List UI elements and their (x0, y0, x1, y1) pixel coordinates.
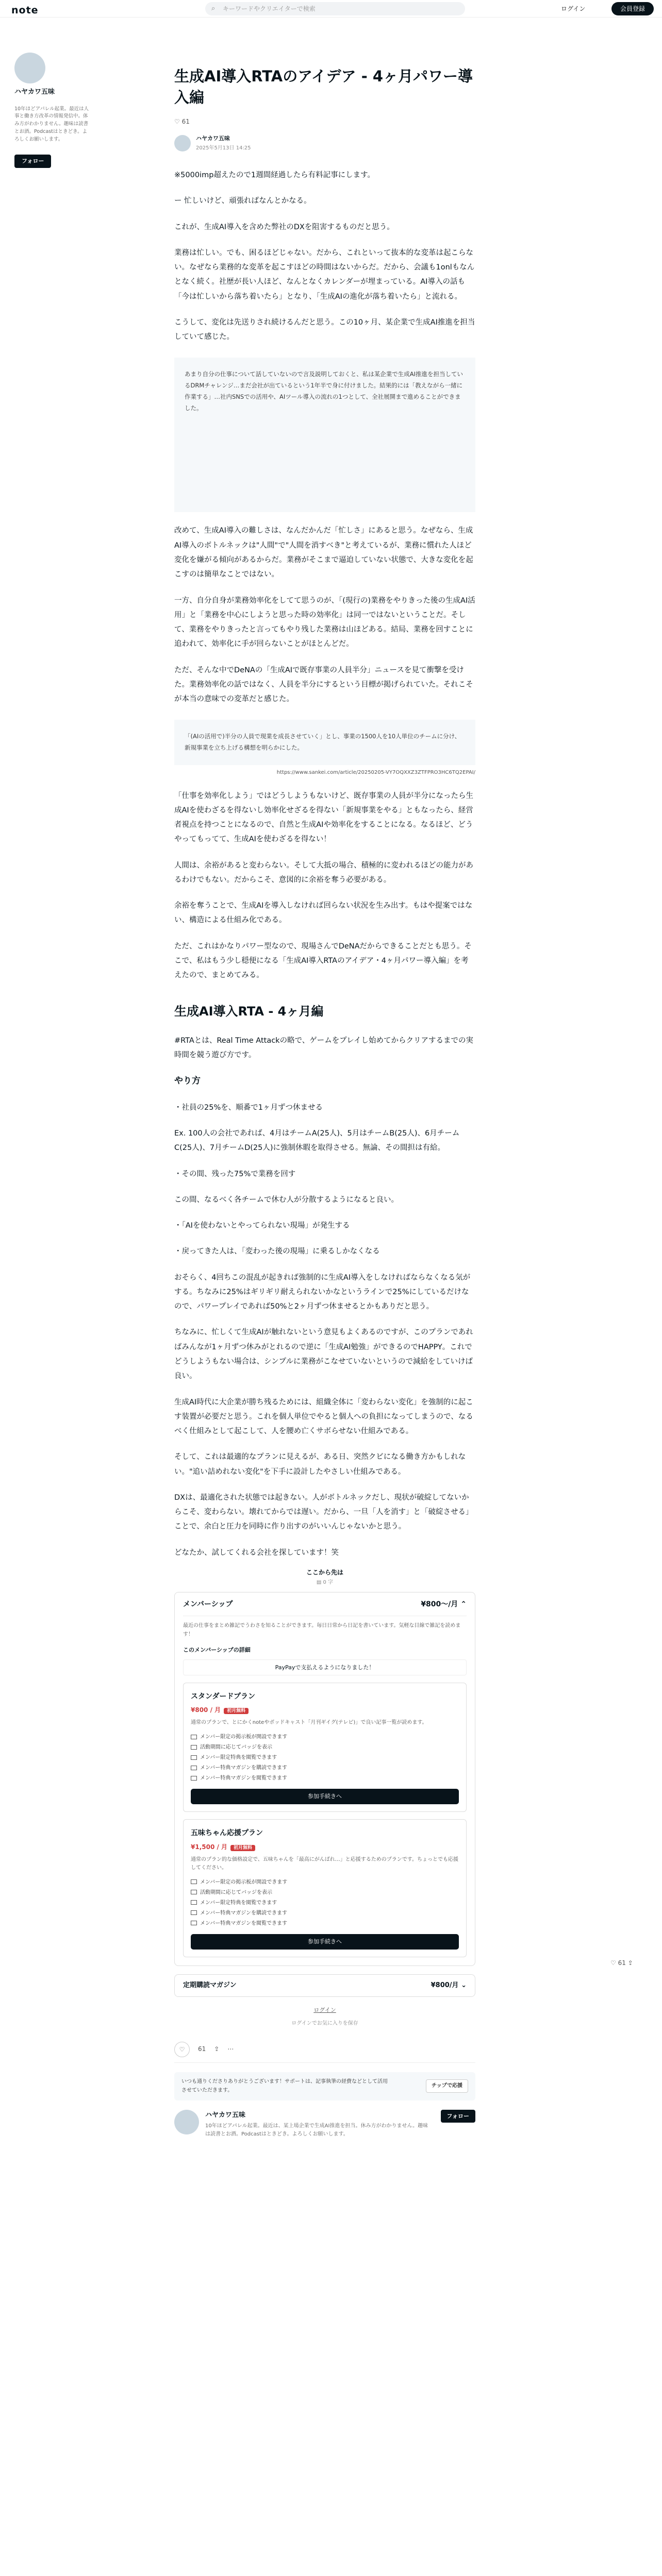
chevron-down-icon: ⌄ (461, 1981, 467, 1989)
paragraph: 生成AI時代に大企業が勝ち残るためには、組織全体に「変わらない変化」を強制的に起こす装置が必要だと思う。これを個人単位でやると個人への負担になってしまうので、なるべく仕組みとして起こして、人を腰め亡くサボらせない仕組みである。 (174, 1398, 473, 1436)
author-name[interactable]: ハヤカワ五味 (14, 88, 55, 96)
author-name[interactable]: ハヤカワ五味 (196, 135, 230, 142)
paragraph: ・社員の25%を、順番で1ヶ月ずつ休ませる (174, 1103, 323, 1112)
paragraph: この間、なるべく各チームで休む人が分散するようになると良い。 (174, 1195, 399, 1204)
list-item: メンバー特典マガジンを閲覧できます (191, 1919, 459, 1929)
paragraph: これが、生成AI導入を含めた弊社のDXを阻害するものだと思う。 (174, 223, 394, 231)
post-date: 2025年5月13日 14:25 (196, 145, 251, 151)
membership-description: 最近の仕事をまとめ雑記でうわさを知ることができます。毎日日常から日記を書いています。気軽な目線で雑記を読めます！ (183, 1623, 461, 1638)
like-count[interactable]: ♡ 61 (174, 118, 190, 126)
paragraph: Ex. 100人の会社であれば、4月はチームA(25人)、5月はチームB(25人)、6月チームC(25人)、7月チームD(25人)に強制休暇を取得させる。無論、その間担は有給。 (174, 1129, 460, 1153)
creator-name[interactable]: ハヤカワ五味 (205, 2111, 246, 2119)
login-link[interactable]: ログイン (561, 5, 586, 12)
blockquote: 「(AIの活用で)半分の人員で現業を成長させていく」とし、事業の1500人を10人単位のチームに分け、新規事業を立ち上げる構想を明らかにした。 (174, 720, 475, 765)
join-button[interactable]: 参加手続きへ (191, 1934, 459, 1950)
paragraph: ただ、そんな中でDeNAの「生成AIで既存事業の人員半分」ニュースを見て衝撃を受けた。業務効率化の話ではなく、人員を半分にするという目標が掲げられていた。それこそが本当の意味での変革だと感じた。 (174, 666, 473, 704)
paragraph: DXは、最適化された状態では起きない。人がボトルネックだし、現状が破綻してないからこそ、変わらない。壊れてからでは遅い。だから、一旦「人を消す」と「破綻させる」ことで、余白と圧力を同時に作り出すのがいいんじゃないかと思う。 (174, 1493, 473, 1531)
paragraph: ちなみに、忙しくて生成AIが触れないという意見もよくあるのですが、このプランであればみんなが1ヶ月ずつ休みがとれるので逆に「生成AI勉強」ができるのでHAPPY。これでどうしようもない場合は、シンプルに業務がこなせていないというので減給をしていけば良い。 (174, 1328, 473, 1381)
heart-icon[interactable]: ♡ (174, 2042, 190, 2057)
membership-box (174, 1592, 475, 1966)
join-button[interactable]: 参加手続きへ (191, 1789, 459, 1804)
paragraph: ※5000imp超えたので1週間経過したら有料記事にします。 (174, 171, 375, 180)
check-icon (191, 1910, 197, 1915)
paragraph: 一方、自分自身が業務効率化をしてて思うのが、「(現行の)業務をやりきった後の生成AI活用」と「業務を中心にしようと思った時の効率化」は同一ではないということだ。そして、業務をやりきったと言ってもやり残した業務は山ほどある。結局、業務を回すことに追われて、効率化に手が回らないことがほとんどだ。 (174, 596, 475, 649)
paragraph: 業務は忙しい。でも、困るほどじゃない。だから、これといって抜本的な変革は起こらない。なぜなら業務的な変革を起こすほどの時間はないからだ。だから、会議も1onlもなんとなく続く。社歴が長い人ほど、なんとなくカレンダーが埋まっている。AI導入の話も「今は忙しいから落ち着いたら」となり、「生成AIの進化が落ち着いたら」と流れる。 (174, 248, 475, 301)
avatar[interactable] (174, 2110, 199, 2134)
magazine-box[interactable]: 定期購読マガジン ¥800/月 ⌄ (174, 1974, 475, 1997)
paragraph: ・戻ってきた人は、「変わった後の現場」に乗るしかなくなる (174, 1247, 380, 1256)
article (174, 66, 475, 2139)
share-icon[interactable]: ⇪ (214, 2045, 220, 2053)
follow-button[interactable]: フォロー (14, 155, 51, 167)
creator-card (174, 2110, 475, 2139)
bookmark-hint: ログインでお気に入りを保存 (291, 2021, 358, 2027)
tip-bar (174, 2072, 475, 2100)
avatar[interactable] (14, 53, 45, 83)
list-item: メンバー限定の掲示板が開設できます (191, 1732, 459, 1742)
follow-button[interactable]: フォロー (441, 2110, 475, 2123)
plan-card: スタンダードプラン ¥800 / 月 初月無料 通常のプランで、とにかくnoteやポッドキャスト「月刊ギイグ(テレビ)」で良い記事一覧が読めます。 メンバー限定の掲示板が開設できます 活動期間に応じてバッジを表示 メンバー限定特典を閲覧できます メンバー特典マガジンを購読できます メンバー特典マガジンを閲覧できます 参加手続きへ (183, 1683, 467, 1812)
text-icon: ▤ (316, 1579, 322, 1585)
author-sidebar (14, 46, 92, 168)
tip-button[interactable]: チップで応援 (426, 2079, 468, 2093)
chevron-up-icon: ⌃ (460, 1600, 467, 1608)
avatar[interactable] (174, 135, 191, 151)
login-link[interactable]: ログイン (313, 2006, 336, 2013)
paragraph: ・その間、残った75%で業務を回す (174, 1170, 296, 1178)
check-icon (191, 1890, 197, 1894)
paragraph: こうして、変化は先送りされ続けるんだと思う。この10ヶ月、某企業で生成AI推進を担当していて感じた。 (174, 318, 475, 342)
list-item: メンバー特典マガジンを閲覧できます (191, 1773, 459, 1784)
action-bar (174, 2037, 475, 2063)
register-button[interactable]: 会員登録 (611, 2, 654, 15)
quote-source-link[interactable]: https://www.sankei.com/article/20250205-VY7OQXXZ3ZTFPRO3HC6TQ2EPAI/ (276, 770, 475, 776)
search-input[interactable]: ⌕ キーワードやクリエイターで検索 (205, 2, 465, 15)
like-count[interactable]: 61 (198, 2045, 206, 2053)
creator-bio: 10年ほどアパレル起業。最近は、某上場企業で生成AI推進を担当。休み方がわかりません。趣味は読書とお酒。Podcastはときどき。よろしくお願いします。 (205, 2123, 428, 2138)
list-item: 活動期間に応じてバッジを表示 (191, 1888, 459, 1898)
paragraph: 改めて、生成AI導入の難しさは、なんだかんだ「忙しさ」にあると思う。なぜなら、生成AI導入のボトルネックは"人間"で"人間を消すべき"と考えているが、業務に慣れた人ほど変化を嫌がる傾向があるからだ。業務がそこまで逼迫していない状態で、大きな変化を起こすのは簡単なことではない。 (174, 527, 473, 579)
check-icon (191, 1900, 197, 1905)
membership-header[interactable]: メンバーシップ ¥800〜/月 ⌃ (183, 1592, 467, 1616)
paragraph: 「仕事を効率化しよう」ではどうしようもないけど、既存事業の人員が半分になったら生成AIを使わざるを得ないし効率化せざるを得ない「新規事業をやる」ともなったら、経営者視点を持つことになるので、自然と生成AIや効率化をすることになる。なるほど、どうやってもってて、生成AIを使わざるを得ない！ (174, 791, 473, 844)
list-item: メンバー特典マガジンを購読できます (191, 1908, 459, 1919)
list-item: メンバー限定特典を閲覧できます (191, 1753, 459, 1763)
status-badge: 初月無料 (230, 1845, 255, 1851)
check-icon (191, 1776, 197, 1781)
subsection-heading: やり方 (174, 1076, 201, 1087)
paragraph: おそらく、4回ちこの混乱が起きれば強制的に生成AI導入をしなければならなくなる気がする。ちなみに25%はギリギリ耐えられないかなというラインで25%にしているだけなので、パワープレイであれば50%と2ヶ月ずつ休ませるとかもありだと思う。 (174, 1273, 471, 1311)
site-header (0, 0, 662, 18)
author-meta (174, 133, 475, 152)
plan-card: 五味ちゃん応援プラン ¥1,500 / 月 初月無料 通常のプラン的な価格設定で、五味ちゃんを「最高にがんばれ…」と応援するためのプランです。ちょっとでも応援してください。 メンバー限定の掲示板が開設できます 活動期間に応じてバッジを表示 メンバー限定特典を閲覧できます メンバー特典マガジンを購読できます メンバー特典マガジンを閲覧できます 参加手続きへ (183, 1819, 467, 1957)
membership-detail-link[interactable]: このメンバーシップの詳細 (183, 1647, 251, 1654)
paragraph: 人間は、余裕があると変わらない。そして大抵の場合、積極的に変われるほどの能力があるわけでもない。だからこそ、意図的に余裕を奪う必要がある。 (174, 861, 473, 884)
list-item: メンバー特典マガジンを購読できます (191, 1763, 459, 1773)
more-icon[interactable]: ⋯ (227, 2045, 234, 2053)
paragraph: ー 忙しいけど、頑張ればなんとかなる。 (174, 197, 311, 206)
tip-text: いつも通りくださりありがとうございます！サポートは、記事執筆の経費などとして活用させていただきます。 (181, 2078, 388, 2094)
paragraph: ただ、これはかなりパワー型なので、現場さんでDeNAだからできることだとも思う。そこで、私はもう少し穏便になる「生成AI導入RTAのアイデア・4ヶ月パワー導入編」を考えたので、まとめてみる。 (174, 942, 472, 980)
floating-like[interactable]: ♡ 61 ⇪ (610, 1959, 633, 1967)
paragraph: どなたか、試してくれる会社を探しています！笑 (174, 1548, 339, 1557)
paragraph: #RTAとは、Real Time Attackの略で、ゲームをプレイし始めてからクリアするまでの実時間を競う遊び方です。 (174, 1036, 473, 1059)
paragraph: 余裕を奪うことで、生成AIを導入しなければ回らない状況を生み出す。もはや提案ではない、構造による仕組み化である。 (174, 902, 473, 925)
page-title: 生成AI導入RTAのアイデア - 4ヶ月パワー導入編 (174, 67, 473, 107)
list-item: メンバー限定の掲示板が開設できます (191, 1877, 459, 1888)
search-icon: ⌕ (211, 5, 216, 12)
paywall-header: ここから先は ▤ 0 字 (306, 1568, 343, 1585)
list-item: メンバー限定特典を閲覧できます (191, 1898, 459, 1908)
check-icon (191, 1879, 197, 1884)
check-icon (191, 1921, 197, 1925)
share-icon[interactable]: ⇪ (627, 1959, 633, 1967)
check-icon (191, 1766, 197, 1770)
check-icon (191, 1735, 197, 1739)
feature-list (191, 1877, 459, 1929)
feature-list (191, 1732, 459, 1784)
heart-icon: ♡ (174, 118, 180, 126)
check-icon (191, 1745, 197, 1750)
check-icon (191, 1755, 197, 1760)
paragraph: そして、これは最適的なプランに見えるが、ある日、突然クビになる働き方かもしれない。"追い詰めれない変化"を下手に設計したやさしい仕組みである。 (174, 1453, 466, 1476)
status-badge: 初月無料 (224, 1708, 249, 1714)
note-logo[interactable]: note (11, 5, 39, 16)
heart-icon: ♡ (610, 1959, 616, 1967)
list-item: 活動期間に応じてバッジを表示 (191, 1742, 459, 1753)
author-bio: 10年ほどアパレル起業。最近は人事と働き方改革の情報発信中。体み方がわかりません。趣味は読書とお酒。Podcastはときどき。よろしくお願いします。 (14, 106, 89, 142)
paypay-notice: PayPayで支払えるようになりました！ (183, 1659, 467, 1675)
section-heading: 生成AI導入RTA - 4ヶ月編 (174, 1004, 324, 1019)
blockquote: あまり自分の仕事について話していないので言及説明しておくと、私は某企業で生成AI推進を担当しているDRMチャレンジ…まだ会社が出ているという1年半で身に付けました。結果的には「教えながら一緒に作業する」…社内SNSでの活用や、AIツール導入の流れの1つとして、全社展開まで進めることができました。 (174, 358, 475, 512)
paragraph: ・「AIを使わないとやってられない現場」が発生する (174, 1222, 350, 1230)
